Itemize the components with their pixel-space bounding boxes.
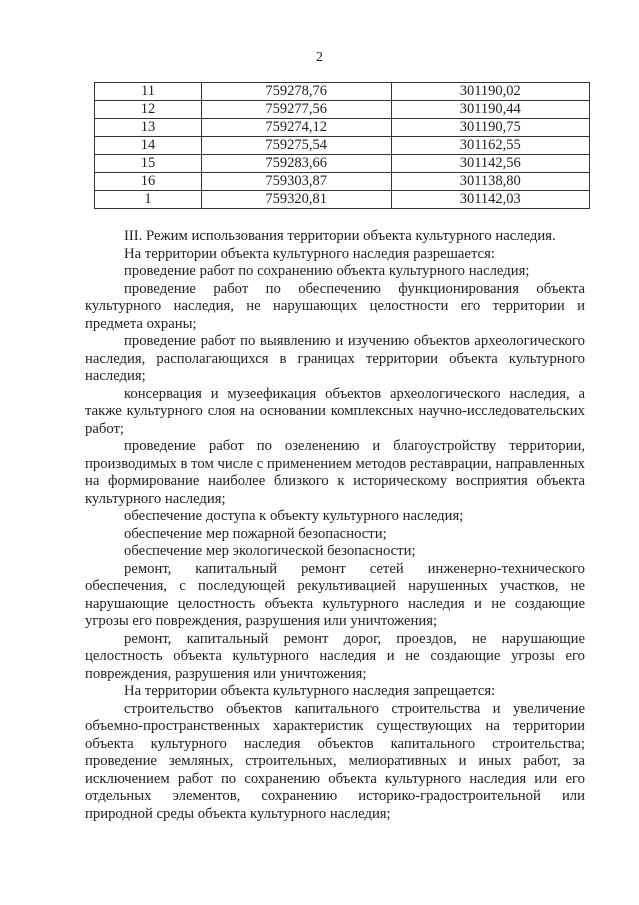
point-number-cell: 12 <box>95 101 202 119</box>
point-number-cell: 16 <box>95 173 202 191</box>
coordinates-table <box>94 82 590 209</box>
list-item: строительство объектов капитального строительства и увеличение объемно-пространственных характеристик существующих на территории объекта культурного наследия объектов капитального строительства; проведение земляных, строительных, мелиоративных и иных работ, за исключением работ по сохранению объекта культурного наследия или его отдельных элементов, сохранению историко-градостроительной или природной среды объекта культурного наследия; <box>85 700 585 822</box>
table-row <box>95 119 590 137</box>
list-item: обеспечение мер пожарной безопасности; <box>124 525 387 542</box>
list-item: проведение работ по сохранению объекта культурного наследия; <box>124 263 530 279</box>
point-number-cell: 14 <box>95 137 202 155</box>
list-item: обеспечение мер экологической безопасности; <box>124 543 416 559</box>
x-coordinate-cell: 759283,66 <box>201 155 391 173</box>
x-coordinate-cell: 759274,12 <box>201 119 391 137</box>
prohibited-intro: На территории объекта культурного наследия запрещается: <box>124 683 496 699</box>
y-coordinate-cell: 301142,03 <box>391 191 589 209</box>
y-coordinate-cell: 301142,56 <box>391 155 589 173</box>
x-coordinate-cell: 759278,76 <box>201 83 391 101</box>
y-coordinate-cell: 301162,55 <box>391 137 589 155</box>
point-number-cell: 1 <box>95 191 202 209</box>
x-coordinate-cell: 759277,56 <box>201 101 391 119</box>
section-heading: III. Режим использования территории объекта культурного наследия. <box>124 228 556 244</box>
document-body <box>85 228 585 823</box>
list-item: консервация и музеефикация объектов археологического наследия, а также культурного слоя на основании комплексных научно-исследовательских работ; <box>85 385 585 437</box>
y-coordinate-cell: 301190,44 <box>391 101 589 119</box>
point-number-cell: 15 <box>95 155 202 173</box>
list-item: проведение работ по выявлению и изучению объектов археологического наследия, располагающихся в границах территории объекта культурного наследия; <box>85 333 585 384</box>
list-item: проведение работ по обеспечению функционирования объекта культурного наследия, не нарушающих целостности его территории и предмета охраны; <box>85 280 585 332</box>
x-coordinate-cell: 759303,87 <box>201 173 391 191</box>
x-coordinate-cell: 759275,54 <box>201 137 391 155</box>
point-number-cell: 11 <box>95 83 202 101</box>
page-number: 2 <box>316 50 323 65</box>
y-coordinate-cell: 301190,02 <box>391 83 589 101</box>
table-row <box>95 191 590 209</box>
table-row <box>95 173 590 191</box>
x-coordinate-cell: 759320,81 <box>201 191 391 209</box>
list-item: обеспечение доступа к объекту культурного наследия; <box>124 508 464 524</box>
list-item: проведение работ по озеленению и благоустройству территории, производимых в том числе с применением методов реставрации, направленных на формирование наиболее близкого к историческому восприятия объекта культурного наследия; <box>85 438 585 507</box>
table-row <box>95 101 590 119</box>
point-number-cell: 13 <box>95 119 202 137</box>
permitted-intro: На территории объекта культурного наследия разрешается: <box>124 245 495 262</box>
table-row <box>95 155 590 173</box>
y-coordinate-cell: 301138,80 <box>391 173 589 191</box>
y-coordinate-cell: 301190,75 <box>391 119 589 137</box>
table-row <box>95 83 590 101</box>
list-item: ремонт, капитальный ремонт сетей инженерно-технического обеспечения, с последующей рекультивацией нарушенных участков, не нарушающие целостность объекта культурного наследия и не создающие угрозы его повреждения, разрушения или уничтожения; <box>85 560 585 629</box>
list-item: ремонт, капитальный ремонт дорог, проездов, не нарушающие целостность объекта культурного наследия и не создающие угрозы его повреждения, разрушения или уничтожения; <box>85 630 585 682</box>
table-row <box>95 137 590 155</box>
